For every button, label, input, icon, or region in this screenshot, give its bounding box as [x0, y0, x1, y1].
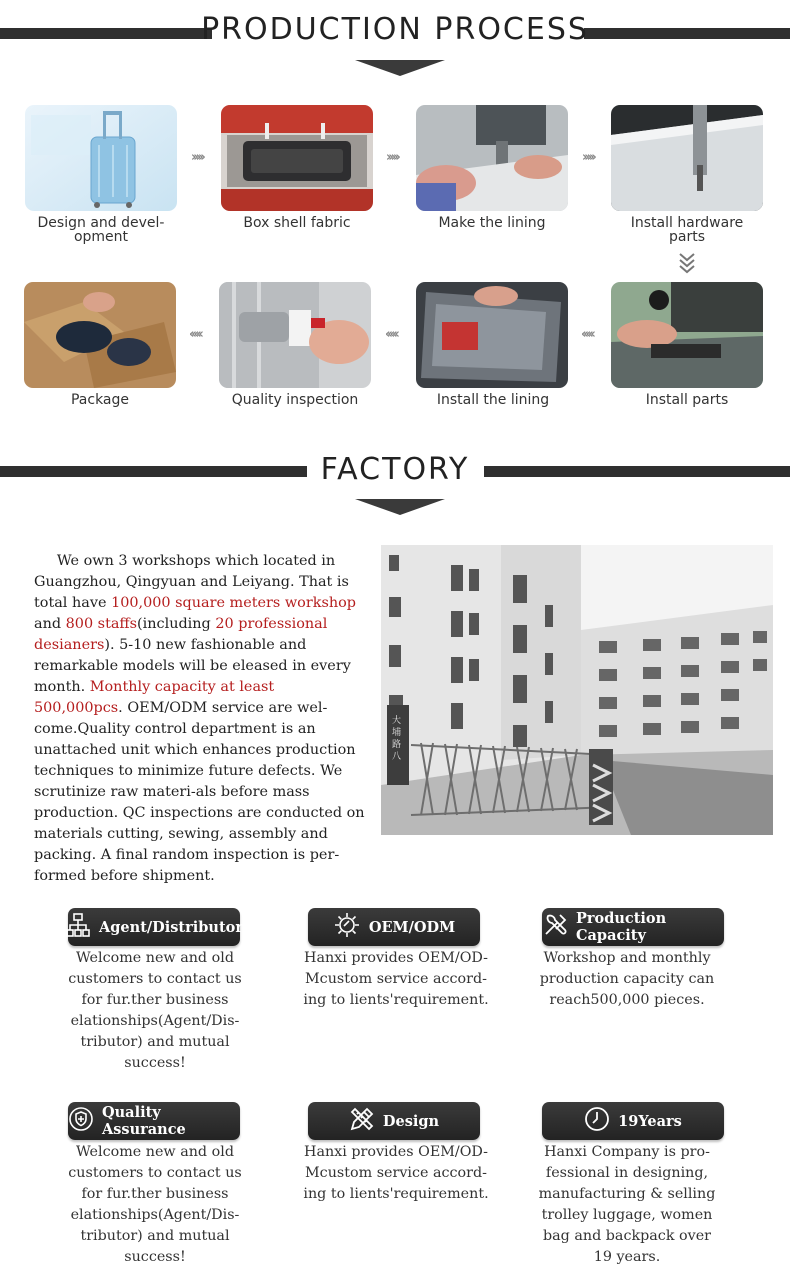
- step-label: Install parts: [645, 392, 729, 408]
- step-image-quality: [219, 282, 371, 388]
- badge-quality-assurance: [68, 1102, 240, 1140]
- pencil-ruler-icon: [349, 1106, 375, 1136]
- shield-icon: [68, 1106, 94, 1136]
- gate-sign-text: 大: [392, 716, 402, 726]
- feature-text-design: Hanxi provides OEM/OD- Mcustom service accord- ing to lients'requirement.: [303, 1144, 489, 1202]
- svg-text:路: 路: [392, 740, 402, 750]
- arrow-right-icon: ›››››: [191, 150, 203, 165]
- badge-title: OEM/ODM: [368, 918, 456, 936]
- clock-icon: [584, 1106, 610, 1136]
- badge-title: 19Years: [618, 1112, 682, 1130]
- network-icon: [65, 912, 91, 942]
- tools-icon: [542, 912, 568, 942]
- arrow-left-icon: ‹‹‹‹‹: [189, 327, 201, 342]
- factory-photo: [381, 545, 773, 835]
- step-image-install-lining: [416, 282, 568, 388]
- step-image-hardware: [611, 105, 763, 211]
- step-label: Quality inspection: [231, 392, 359, 408]
- gear-icon: [333, 911, 361, 943]
- down-arrow-icon: [355, 60, 445, 76]
- badge-production-capacity: [542, 908, 724, 946]
- step-label: Install the lining: [436, 392, 550, 408]
- arrow-left-icon: ‹‹‹‹‹: [581, 327, 593, 342]
- arrow-right-icon: ›››››: [386, 150, 398, 165]
- step-image-lining: [416, 105, 568, 211]
- step-image-install-parts: [611, 282, 763, 388]
- section-title-factory: FACTORY: [320, 452, 470, 487]
- badge-design: [308, 1102, 480, 1140]
- feature-text-quality: Welcome new and old customers to contact us for fur.ther business elationships(Agent/Dis- tributor) and mutual success!: [68, 1144, 242, 1265]
- step-image-package: [24, 282, 176, 388]
- badge-19-years: [542, 1102, 724, 1140]
- arrow-left-icon: ‹‹‹‹‹: [385, 327, 397, 342]
- feature-text-oem: Hanxi provides OEM/OD- Mcustom service accord- ing to lients'requirement.: [303, 950, 489, 1008]
- step-image-box-shell: [221, 105, 373, 211]
- down-arrow-icon: [355, 499, 445, 515]
- step-label: Make the lining: [438, 215, 546, 231]
- step-label: Design and devel- opment: [37, 215, 165, 245]
- factory-description: We own 3 workshops which located in Guangzhou, Qingyuan and Leiyang. That is total have 100,000 square meters workshop and 800 staffs(including 20 professional desianers). 5-10 new fashionable and remarkable models will be eleased in every month. Monthly capacity at least 500,000pcs. OEM/ODM service are wel-come.Quality control department is an unattached unit which enhances production techniques to minimize future defects. We scrutinize raw materi-als before mass production. QC inspections are conducted on materials cutting, sewing, assembly and packing. A final random inspection is per-formed before shipment.: [34, 553, 365, 884]
- arrow-right-icon: ›››››: [582, 150, 594, 165]
- arrow-down-icon: [678, 252, 696, 278]
- svg-text:埔: 埔: [392, 728, 402, 738]
- step-label: Package: [70, 392, 130, 408]
- step-label: Install hardware parts: [630, 215, 744, 245]
- step-label: Box shell fabric: [243, 215, 351, 231]
- step-image-design: [25, 105, 177, 211]
- badge-agent-distributor: [68, 908, 243, 946]
- feature-text-capacity: Workshop and monthly production capacity can reach500,000 pieces.: [539, 950, 715, 1008]
- svg-text:八: 八: [392, 752, 402, 762]
- badge-title: Production Capacity: [576, 910, 667, 944]
- badge-title: Design: [382, 1112, 440, 1130]
- badge-oem-odm: [308, 908, 480, 946]
- badge-title: Agent/Distributor: [99, 918, 243, 936]
- badge-title: Quality Assurance: [102, 1104, 186, 1138]
- section-title-process: PRODUCTION PROCESS: [201, 12, 589, 47]
- feature-text-agent: Welcome new and old customers to contact us for fur.ther business elationships(Agent/Dis- tributor) and mutual success!: [68, 950, 242, 1071]
- feature-text-years: Hanxi Company is pro- fessional in designing, manufacturing & selling trolley luggage, women bag and backpack over 19 years.: [538, 1144, 716, 1265]
